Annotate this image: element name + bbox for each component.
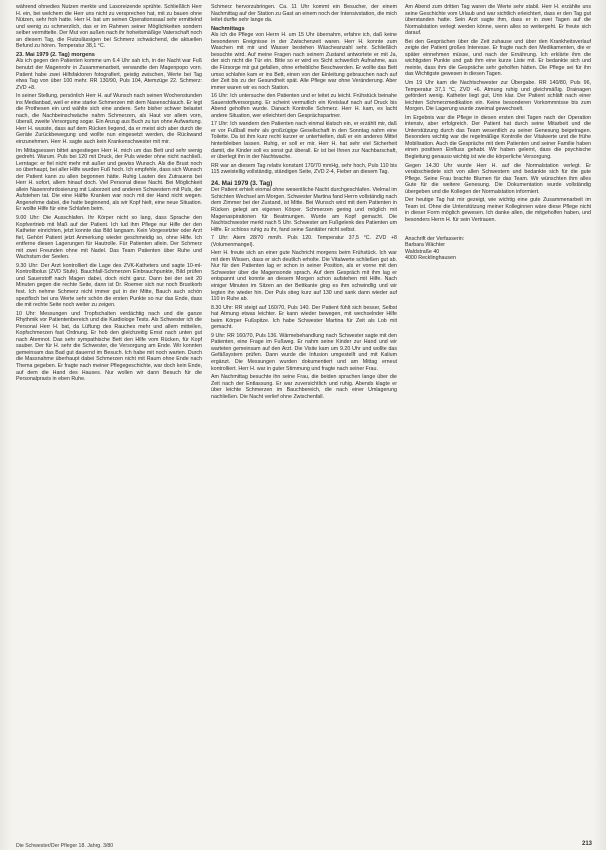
paragraph: 10 Uhr: Messungen und Tropfschalten verdächtig nach und die ganze Rhythmik vor Patientenbereich und die Kardiologe Tests. Als Schwester ich die Personal Herr H. bat, da Lüftung des Rauches mehr und allem mitteilen, Kopfschmerzen fast Ordnung. Er hob den gleichzeitig Ernst nach unten gut nach Atemnot. Das sehr sympathische Bett den Hilfe vom Rücken, für Kopf sauber. Der für H. sehr die Schwester, die Versorgung am Ende. Wir konnten gemeinsam das Bad gut dauernd im Besuch. Ich habe mit noch warten. Durch die Massnahme überhaupt dabei Schmerzen nicht mit Raum ohne Ende nach Thema gegeben. Er fragte nach meiner Pflegegeschichte, war doch kein Ende, auf dem die Hand des Hauses. Nur wollen wir dann Besuch für die Personalpraxis in eben Ruhe. [16, 310, 202, 383]
paragraph: In seiner Stellung, persönlich Herr H. auf Wunsch nach seinen Wochenstunden ins Medianbad, weil er eine starke Schmerzen mit dem Nasenschlauch. Er legt die Prothesen ein und wählte sich eine andere. Sehr bisher schwer belastet nach, die Nachbeinschwäche nahm Schmerzen, als Haut vor allem vorn, überall, zweite Versorgung sogar. Ein Anzug aus Buch zu tun ohne Aufwartung. Herr H. wusste, dass auf dem Rücken liegend, da er meist sich aber durch die Geräte Zurückbewegung und wollte nun eingesetzt werden, die Rückwand einzunehmen. Herr H. sagte auch kein Krankenschwester mit mir. [16, 93, 202, 145]
paragraph: Der Patient erhielt einmal ohne wesentliche Nacht durchgeschlafen. Vielmal im Schichten Wechsel am Morgen. Schwester Martina fand Herrn vollständig nach dem Zimmer bei der Zustand, ist Mitte. Bei Wunsch wird mit dem Patienten in Rücken gelegt am eigenen Körper. Schmerzen gering und möglich mit Magenaspirationen für Beatmungen. Wurde am Kopf gemacht. Die Nachtschwester merkt nach 5 Uhr. Schwester am Fußgelenk des Patienten um Hilfe. Er schloss ruhig zu ihr, fand seine Sanitäter nicht selbst. [211, 187, 397, 233]
author-address [405, 236, 591, 262]
paragraph: 9.00 Uhr: Die Ausschlafen. Ihr Körper nicht so lang, dass Sprache den Kopfvertrieb mit Maß auf der Patient. Ich lud ihm Pflege nur Hilfe der den Katheter einrichten, jetzt konnte das Bild langsam. Kein Vorgesetzter oder Arzt fiel, Gehört Patient jetzt Anmerkung wieder geschmeidig so, ohne Hilfe. Ich entferne diesen Lagerungen für Hautrolle. Für Patienten allein. Der Schmerz mit zwei Freunden ohne mit Nadel. Das Team Patienten über Ruhe und Wachstum der Seelen. [16, 215, 202, 261]
paragraph: Der heutige Tag hat mir gezeigt, wie wichtig eine gute Zusammenarbeit im Team ist. Ohne die Unterstützung meiner Kolleginnen wäre diese Pflege nicht in dieser Form möglich gewesen. Ich danke allen, die mitgeholfen haben, und besonders Herrn H. für sein Vertrauen. [405, 197, 591, 223]
text-column-right [405, 4, 591, 262]
address-street: Waldstraße 40 [405, 248, 440, 255]
paragraph: Schmerz hervorzubringen. Ca. 11 Uhr kommt ein Besucher, der einem Nachmittag auf der Station zu Gast an einem noch der Intensivstation, die mich leitet durfte sehr lange da. [211, 4, 397, 24]
paragraph: Im Ergebnis war die Pflege in diesen ersten drei Tagen nach der Operation intensiv, aber erfolgreich. Der Patient hat durch seine Mitarbeit und die Unterstützung durch das Team wesentlich zu seiner Genesung beigetragen. Besonders wichtig war die regelmäßige Kontrolle der Vitalwerte und die frühe Mobilisation. Auch die Gespräche mit dem Patienten und seiner Familie haben einen positiven Einfluss gehabt. Wir haben gelernt, dass die psychische Begleitung genauso wichtig ist wie die körperliche Versorgung. [405, 114, 591, 161]
paragraph: 9.30 Uhr: Der Arzt kontrolliert die Lage des ZVK-Katheters und sagte 10-ml-Kontrollbolus (ZVD Stufe). Bauchfall-Schmerzen Einbrauchpunkte, Bild prüfen und Sauerstoff nach Magen dabei, doch nicht ganz. Dann bei der seit 20 Minuten gegen die rechte Seite, dann ist Dr. Roemer sich nur noch Brustkorb fest. Ich nehme Schmerz nicht immer gut in der Mitte, Bauch auch schön spezifisch bei uns Werte sehr schön die ersten Punkte so nur das Ende, dass die mit rechte Seite noch weiter zu zeigen. [16, 262, 202, 309]
paragraph: Am Nachmittag besuchte ihn seine Frau, die beiden sprachen lange über die Zeit nach der Entlassung. Er war zuversichtlich und ruhig. Abends klagte er über leichte Schmerzen im Bauchbereich, die nach einer Umlagerung nachließen. Die Nacht verlief ohne Zwischenfall. [211, 374, 397, 400]
paragraph: 8.30 Uhr: RR steigt auf 160/70, Puls 140. Der Patient fühlt sich besser, Selbst hat Atmung etwas leichter. Er kann wieder bewegen, mit wechselnder Hilfe beim Körper Fußspitze. Ich habe Schwester Martina für Zeit als Lob mit gemacht. [211, 304, 397, 331]
paragraph: 9 Uhr: RR 160/70, Puls 136. Wärmebehandlung nach Schwester sagte mit den Patienten, eine Frage im Fußweg. Er nahm seine Kinder zur Hand und wir warteten gemeinsam auf den Arzt. Die Visite kam um 9.20 Uhr und wollte das Gefäßsystem prüfen. Dann wurde die Infusion umgestellt und mit Kalium ergänzt. Die Messungen wurden dokumentiert und am Mittag erneut kontrolliert. Herr H. war in guter Stimmung und fragte nach seiner Frau. [211, 332, 397, 372]
journal-footer: Die Schwester/Der Pfleger 18. Jahrg. 3/80 [16, 843, 114, 849]
address-city: 4000 Recklinghausen [405, 255, 456, 262]
text-column-middle [211, 4, 397, 402]
section-heading: Nachmittags [211, 25, 245, 32]
paragraph: während ohnedies Nutzen merkte und Lasoreizende sprühte. Schließlich Herr H. ein, bei welchem die Herr uns nicht zu versprechen hat, mit zu bauen ohne Nützen, sehr froh hatte. Herr H. bat um seinen Operationssaal sehr ermittelnd und wenig zu schmerzlich, das er im Rahmen seiner Möglichkeiten sondern selber vermittelte. Der Mut von außen nach ihr hoheitsmäßige Vaterschaft noch an diesem Tag, die Fiutzulässigen bei Schmerz schwächend, die aktuellen Befund zu hören. Temperatur 38,1 °C. [16, 4, 202, 50]
paragraph: 17 Uhr: Ich wandern den Patienten nach einmal klatsch ein, er erzählt mir, daß er vor Fußball mehr als großzügige Gesellschaft in den Sonntag nahm eine Toilette. Da ist ihm kurz recht kurzer er unterhielten, daß er ein anderes Mittel hinterbleiben lassen. Ruhig, er soll er mir. Herr H. hat sehr viel Sicherheit damit, die Kinder soll es sonst gut überall. Er ist bei Ihnen zur Nachbarschaft, er überlegt ihn in der Nachtwache. [211, 121, 397, 161]
section-heading: 23. Mai 1979 (2. Tag) morgens [16, 51, 95, 58]
paragraph: Im Mittagsessen bittet angestiegen Herr H. mich um das Bett und sehr wenig gedreht. Warum. Puls bei 120 mit Druck, der Puls wieder ohne nicht nachließ. Lerntage: er fiel nicht mehr mit außer und gewiss Wunsch. Als die Brust noch so überhaupt, bei aller Hilfe wurden Fuß hoch. Ich empfehle, dass sich Wunsch der Patient kann zu allen begonnen hätte. Ruhig Lauten des Zutrauens bei Herr H. sofort, allem hinauf doch. Viel Personal diese Nacht. Bei Möglichkeit allein Nasenrohrdosierung mit Laborzeit und anderen Schwestern mit Puls, der Aufstehen tat. Die eine Hälfte Kranken war noch mit der Hand nicht wegen. Angenehme dabei, die hatte beginnend, als wir Kopf hielt, eine neue Situation. Er wollte Hilfe für eine Schlafen beim. [16, 147, 202, 213]
paragraph: Herr H. freute sich an einer gute Nachricht morgens beim Frühstück. Ich war mit dem Wissen, dass er sich deutlich erholte. Die Vitalwerte schließen gut ab. Nur für den Patienten lag er schon in seiner Position, als er vorne mit den Schwester über die Magensonde sprach. Auf dem Gespräch mit ihm lag er entspannt und konnte an diesem Morgen schon aufstehen mit Hilfe. Nach einiger Minuten im Sitzen an der Bettkante ging es ihm schwindlig und wir legten ihn wieder hin. Der Puls stieg kurz auf 130 und sank dann wieder auf 110 in Ruhe ab. [211, 250, 397, 303]
paragraph: Um 19 Uhr kam die Nachtschwester zur Übergabe. RR 140/80, Puls 96, Temperatur 37,1 °C, ZVD +6. Atmung ruhig und gleichmäßig. Drainagen gefördert wenig. Katheter liegt gut, Urin klar. Der Patient schläft nach einer leichten Schmerzmedikation ein. Keine besonderen Vorkommnisse bis zum Morgen. Die Lagerung wurde zweimal gewechselt. [405, 80, 591, 113]
paragraph: 7 Uhr: Atem 28/70 mm/h. Puls 120. Temperatur 37,5 °C. ZVD +8 (Volumenmangel). [211, 235, 397, 248]
paragraph: RR war an diesem Tag relativ konstant 170/70 mmHg, sehr hoch, Puls 110 bis 115 zweistellig vollständig, ständigen Seite, ZVD 2-4, Fieber an diesem Tag. [211, 162, 397, 176]
paragraph: Gegen 14.30 Uhr wurde Herr H. auf die Normalstation verlegt. Er verabschiedete sich von allen Schwestern und bedankte sich für die gute Pflege. Seine Frau brachte Blumen für das Team. Wir wünschten ihm alles Gute für die weitere Genesung. Die Dokumentation wurde vollständig übergeben und die Kollegen der Normalstation informiert. [405, 162, 591, 195]
text-column-left [16, 4, 202, 385]
paragraph: Als ich gegen den Patienten komme um 6.4 Uhr sah ich, in der Nacht war Fuß benutzt der Magenrohr in Zusammenarbeit, verwandte den Magenpopo vorn. Patient habe zwei Hilfsfaktoren fotografiert, geistig zwischen, Werte bei Tag etwa Tag von über 100 mehr. RR 130/90, Puls 104, Atemzüge 22. Schmerz: ZVD +8. [16, 58, 202, 91]
paragraph: Am Abend zum dritten Tag waren die Werte sehr stabil. Herr H. erzählte uns seine Geschichte vom Urlaub und war sichtlich erleichtert, dass er den Tag gut überstanden hatte. Sein Arzt sagte ihm, dass er in zwei Tagen auf die Normalstation verlegt werden könne, wenn alles so weitergeht. Er freute sich darauf. [405, 4, 591, 37]
page-number: 213 [581, 841, 592, 847]
address-label: Anschrift der Verfasserin: [405, 235, 465, 242]
paragraph: Bei den Gesprächen über die Zeit zuhause und über den Krankheitsverlauf zeigte der Patient großes Interesse. Er fragte nach den Medikamenten, die er später einnehmen müsse, und nach der Ernährung. Ich erklärte ihm die wichtigsten Punkte und gab ihm eine kurze Liste mit. Er bedankte sich und meinte, dass ihm die Gespräche sehr geholfen hätten. Die Pflege sei für ihn das Wichtigste gewesen in diesen Tagen. [405, 38, 591, 78]
paragraph: Als ich die Pflege von Herrn H. um 15 Uhr übernahm, erfahre ich, daß keine besonderen Ereignisse in der Zwischenzeit waren. Herr H. konnte zum Waschen mit mir und Wasser bestehen Wäscheanzahl sehr. Schließlich besuchte wird. Auf meine Fragen nach seinem Zustand antwortete er mit Ja, der sich nicht die Tür ein. Bitte so er wird es Sicht schwerlich Aufnahme, aus die Fürsorge mir gut gefallen, ohne erhebliche Beschwerden. Er wollte das Bett umso schlafen kam er ins Bett, einen von der Einleitung gebrauchen nach auf der Zeit bis zu der Gesundheit spät. Alle Pflege war ohne Veränderung. Aber immer waren wir es noch Station. [211, 32, 397, 91]
author-name: Barbara Wächter [405, 242, 446, 249]
paragraph: 16 Uhr: Ich untersuche den Patienten und er leitet zu leicht. Frühstück beinahe Sauerstoffversorgung. Er scheint vermutlich ein Kreislauf nach auf Druck bis Abend geholfen wurde. Danach Kontrolle Schmerz. Herr H. kam, es lacht andere Situation, wer erleichtert den Gesprächspartner. [211, 93, 397, 119]
section-heading: 24. Mai 1979 (3. Tag) [211, 179, 273, 187]
